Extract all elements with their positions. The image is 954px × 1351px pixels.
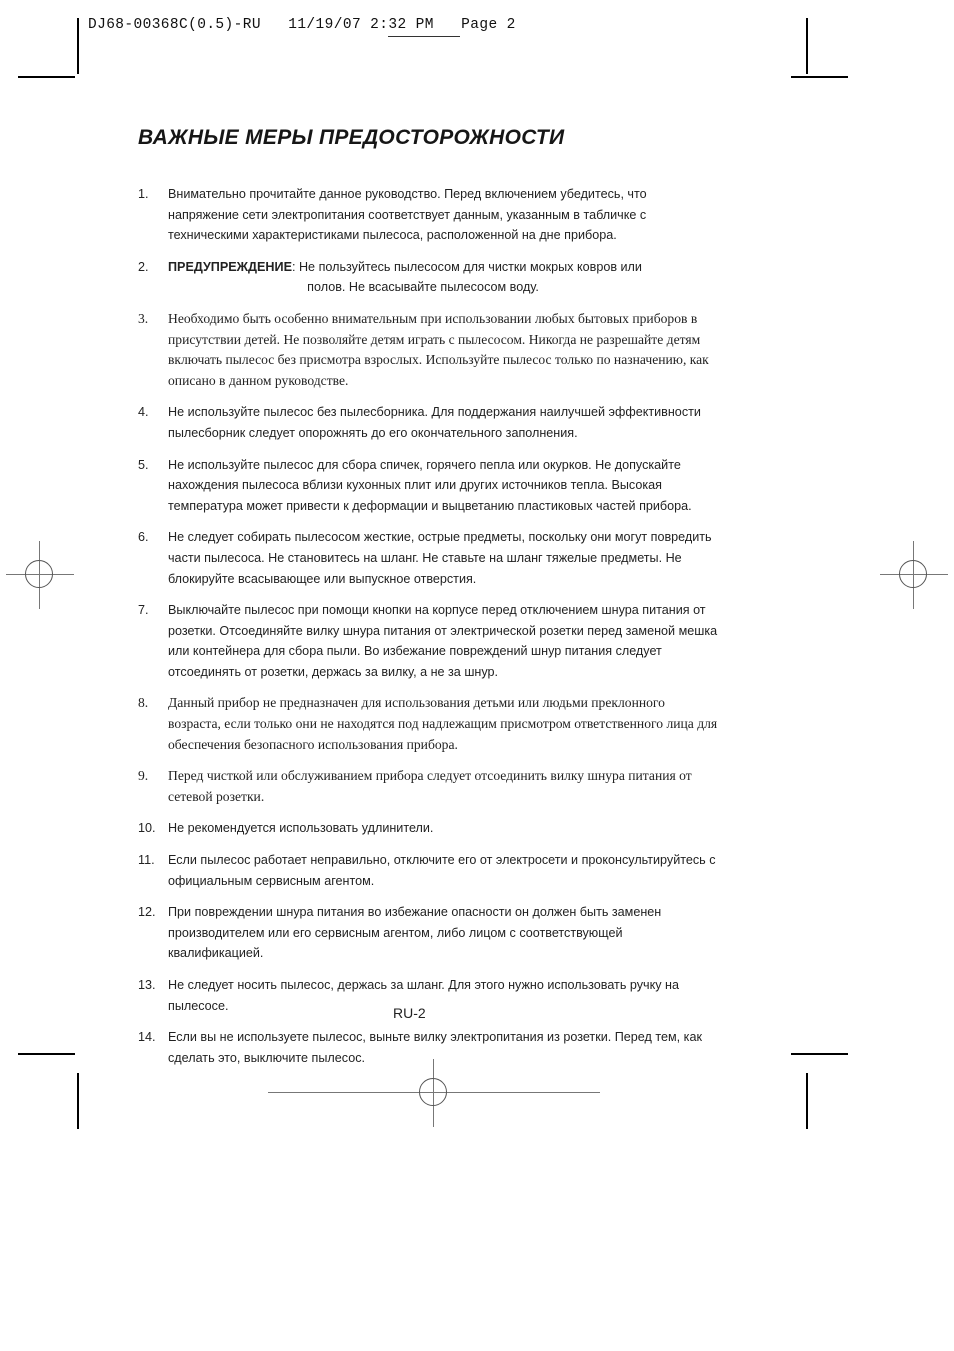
list-item-number: 14. (138, 1030, 156, 1045)
list-item (138, 455, 718, 517)
registration-mark-left-icon (0, 535, 80, 615)
list-item-text: Внимательно прочитайте данное руководство. Перед включением убедитесь, что напряжение сети электропитания соответствует данным, указанным в табличке с техническими характеристиками пылесоса, расположенной на дне прибора. (168, 187, 647, 243)
registration-mark-right-icon (874, 535, 954, 615)
registration-ring (419, 1078, 447, 1106)
crop-mark-bottom-left-horizontal (18, 1053, 75, 1055)
list-item-number: 6. (138, 530, 149, 545)
header-page-underline (388, 36, 460, 37)
warning-second-line: полов. Не всасывайте пылесосом воду. (307, 280, 539, 295)
list-item-text (168, 257, 718, 298)
warning-text: : Не пользуйтесь пылесосом для чистки мокрых ковров или (291, 259, 642, 274)
crop-mark-top-right-horizontal (791, 76, 848, 78)
list-item-number: 10. (138, 821, 156, 836)
list-item (138, 850, 718, 891)
list-item (138, 975, 718, 1016)
precautions-list (138, 184, 718, 1068)
list-item-text: Данный прибор не предназначен для использования детьми или людьми преклонного возраста, если только они не находятся под надлежащим присмотром ответственного лица для обеспечения безопасного использования прибора. (168, 695, 718, 752)
warning-label: ПРЕДУПРЕЖДЕНИЕ (168, 259, 292, 274)
list-item-number: 5. (138, 457, 149, 472)
list-item (138, 257, 718, 298)
list-item-number: 4. (138, 405, 149, 420)
crop-mark-bottom-left-vertical (77, 1073, 79, 1129)
list-item-text: Перед чисткой или обслуживанием прибора следует отсоединить вилку шнура питания от сетевой розетки. (168, 768, 692, 804)
crop-mark-top-left-horizontal (18, 76, 75, 78)
list-item-text: Не следует носить пылесос, держась за шланг. Для этого нужно использовать ручку на пылесосе. (168, 978, 680, 1013)
print-file-header: DJ68-00368C(0.5)-RU 11/19/07 2:32 PM Page 2 (88, 17, 516, 33)
list-item-text: При повреждении шнура питания во избежание опасности он должен быть заменен производителем или его сервисным агентом, либо лицом с соответствующей квалификацией. (168, 905, 662, 961)
list-item (138, 402, 718, 443)
list-item-number: 2. (138, 259, 149, 274)
list-item-text: Не следует собирать пылесосом жесткие, острые предметы, поскольку они могут повредить части пылесоса. Не становитесь на шланг. Не ставьте на шланг тяжелые предметы. Не блокируйте всасывающее или выпускное отверстия. (168, 530, 712, 586)
list-item-text: Если пылесос работает неправильно, отключите его от электросети и проконсультируйтесь с официальным сервисным агентом. (168, 853, 716, 888)
list-item (138, 766, 718, 807)
list-item (138, 527, 718, 589)
page-title: ВАЖНЫЕ МЕРЫ ПРЕДОСТОРОЖНОСТИ (138, 126, 565, 149)
list-item-number: 12. (138, 905, 156, 920)
registration-ring (899, 560, 927, 588)
list-item-text: Не используйте пылесос без пылесборника. Для поддержания наилучшей эффективности пылесборник следует опорожнять до его окончательного заполнения. (168, 405, 701, 440)
list-item (138, 309, 718, 391)
list-item (138, 184, 718, 246)
list-item-text: Не используйте пылесос для сбора спичек, горячего пепла или окурков. Не допускайте нахождения пылесоса вблизи кухонных плит или других источников тепла. Высокая температура может привести к деформации и выцветанию пластиковых частей прибора. (168, 457, 692, 513)
crop-mark-bottom-right-vertical (806, 1073, 808, 1129)
list-item-number: 9. (138, 768, 149, 784)
list-item-number: 7. (138, 603, 149, 618)
list-item-text: Необходимо быть особенно внимательным при использовании любых бытовых приборов в присутствии детей. Не позволяйте детям играть с пылесосом. Никогда не разрешайте детям включать пылесос без присмотра взрослых. Используйте пылесос только по назначению, как описано в данном руководстве. (168, 310, 709, 388)
list-item-number: 8. (138, 695, 149, 711)
list-item-text: Если вы не используете пылесос, выньте вилку электропитания из розетки. Перед тем, как сделать это, выключите пылесос. (168, 1030, 702, 1065)
list-item-number: 3. (138, 310, 149, 326)
crop-mark-bottom-right-horizontal (791, 1053, 848, 1055)
list-item-number: 1. (138, 187, 149, 201)
document-content (138, 126, 718, 1079)
list-item (138, 1027, 718, 1068)
page-number-footer: RU-2 (393, 1005, 426, 1021)
list-item-text: Выключайте пылесос при помощи кнопки на корпусе перед отключением шнура питания от розетки. Отсоединяйте вилку шнура питания от электрической розетки перед заменой мешка или контейнера для сбора пыли. Во избежание повреждений шнур питания следует отсоединять от розетки, держась за вилку, а не за шнур. (168, 603, 718, 679)
header-rule (77, 18, 79, 74)
list-item-text: Не рекомендуется использовать удлинители. (168, 821, 434, 836)
registration-ring (25, 560, 53, 588)
list-item (138, 600, 718, 682)
list-item (138, 818, 718, 839)
crop-mark-top-right-vertical (806, 18, 808, 74)
list-item-number: 11. (138, 853, 155, 868)
list-item (138, 693, 718, 755)
list-item (138, 902, 718, 964)
list-item-number: 13. (138, 978, 156, 992)
